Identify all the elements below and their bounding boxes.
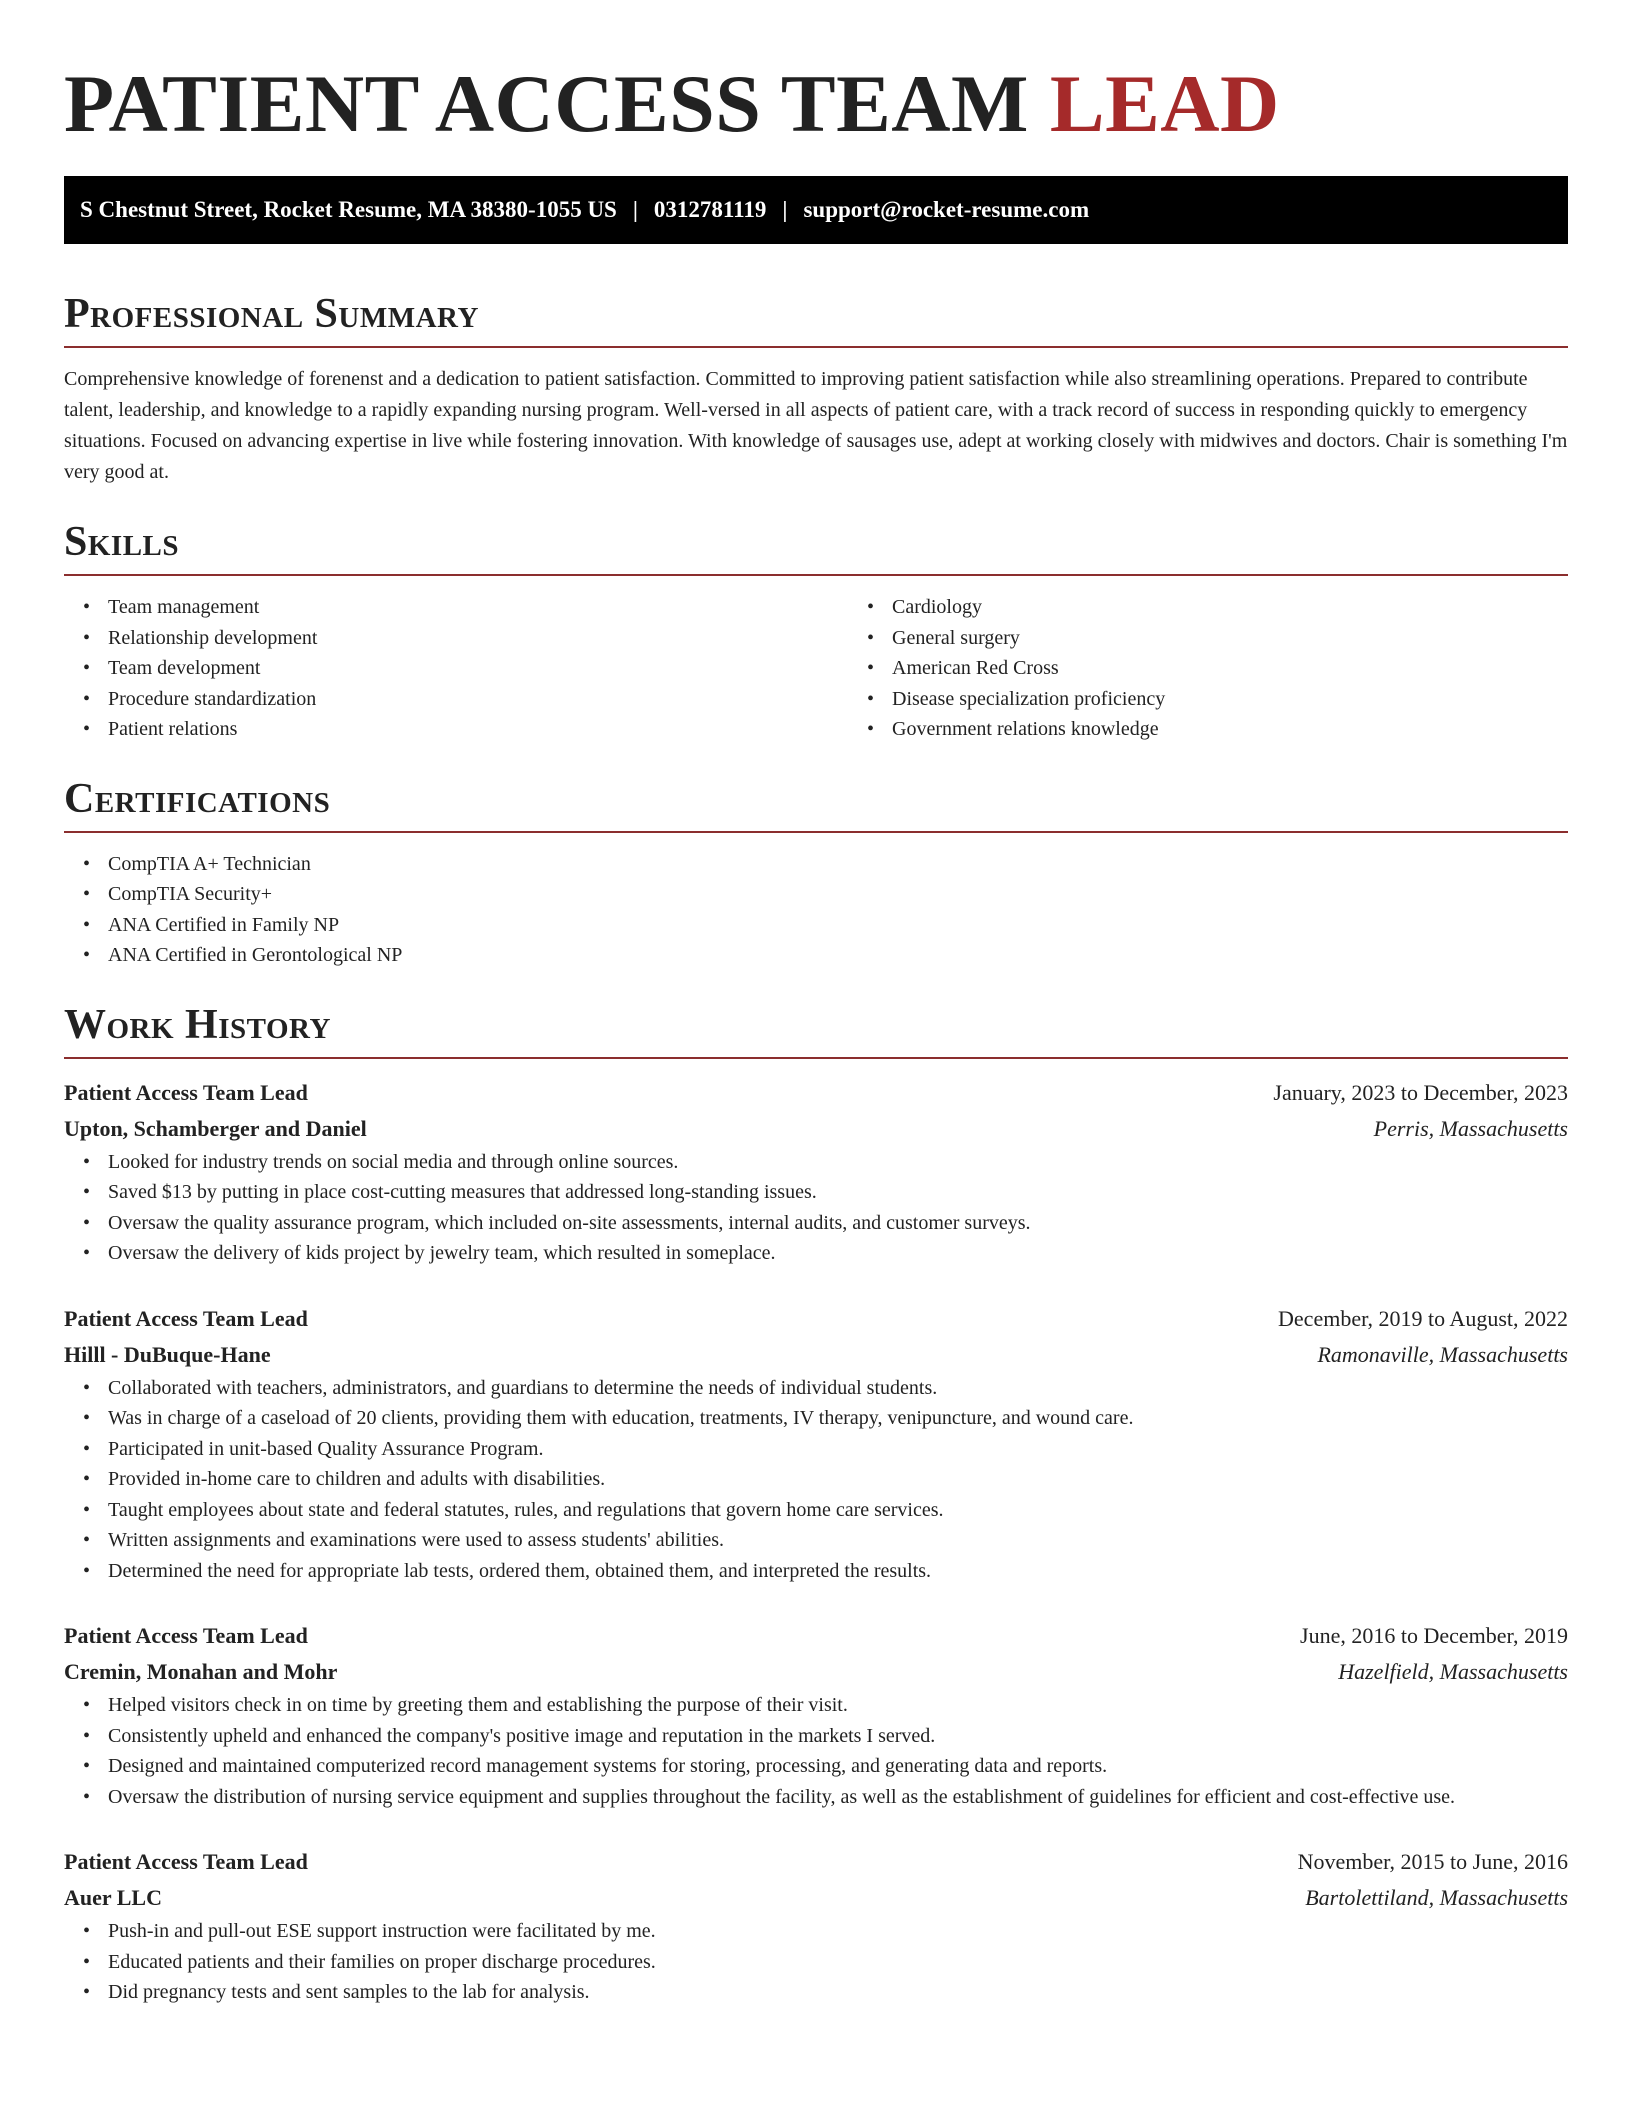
job-bullet: • Oversaw the delivery of kids project by jewelry team, which resulted in someplace. (108, 1238, 1568, 1269)
job-entry (64, 1075, 1568, 1269)
skills-grid (64, 592, 1568, 745)
job-dates: June, 2016 to December, 2019 (1300, 1623, 1568, 1648)
skill-item: • Team management (108, 592, 848, 623)
job-bullets (64, 1690, 1568, 1812)
skills-list-left (64, 592, 848, 745)
resume-title (64, 0, 1568, 176)
certification-item: • ANA Certified in Gerontological NP (108, 940, 1568, 971)
work-jobs (64, 1075, 1568, 2008)
job-bullet: • Taught employees about state and federal statutes, rules, and regulations that govern home care services. (108, 1495, 1568, 1526)
contact-email[interactable]: support@rocket-resume.com (803, 197, 1090, 222)
job-bullet: • Oversaw the distribution of nursing service equipment and supplies throughout the facility, as well as the establishment of guidelines for efficient and cost-effective use. (108, 1782, 1568, 1813)
contact-bar (64, 176, 1568, 244)
certifications-heading: Certifications (64, 773, 1568, 833)
job-bullets (64, 1147, 1568, 1269)
job-title: Patient Access Team Lead (64, 1623, 308, 1648)
summary-heading: Professional Summary (64, 288, 1568, 348)
job-title: Patient Access Team Lead (64, 1305, 308, 1331)
title-main: PATIENT ACCESS TEAM (64, 58, 1029, 149)
skills-section (64, 516, 1568, 745)
job-location: Perris, Massachusetts (1373, 1115, 1568, 1141)
job-bullet: • Was in charge of a caseload of 20 clients, providing them with education, treatments, IV therapy, venipuncture, and wound care. (108, 1403, 1568, 1434)
job-bullet: • Looked for industry trends on social media and through online sources. (108, 1147, 1568, 1178)
job-dates: November, 2015 to June, 2016 (1297, 1849, 1568, 1874)
job-bullet: • Provided in-home care to children and adults with disabilities. (108, 1464, 1568, 1495)
job-row-top (64, 1844, 1568, 1880)
work-heading: Work History (64, 999, 1568, 1059)
summary-text: Comprehensive knowledge of forenenst and a dedication to patient satisfaction. Committed to improving patient satisfaction while also streamlining operations. Prepared to contribute talent, leadership, and knowledge to a rapidly expanding nursing program. Well-versed in all aspects of patient care, with a track record of success in responding quickly to emergency situations. Focused on advancing expertise in live while fostering innovation. With knowledge of sausages use, adept at working closely with midwives and doctors. Chair is something I'm very good at. (64, 368, 1568, 483)
skill-item: • Cardiology (892, 592, 1632, 623)
job-bullet: • Did pregnancy tests and sent samples to the lab for analysis. (108, 1977, 1568, 2008)
certifications-section (64, 773, 1568, 971)
skill-item: • Procedure standardization (108, 684, 848, 715)
job-dates: January, 2023 to December, 2023 (1273, 1079, 1568, 1105)
job-company: Upton, Schamberger and Daniel (64, 1115, 367, 1141)
job-title: Patient Access Team Lead (64, 1079, 308, 1105)
job-title: Patient Access Team Lead (64, 1849, 308, 1874)
job-company: Hilll - DuBuque-Hane (64, 1341, 271, 1367)
job-entry (64, 1301, 1568, 1587)
certification-item: • CompTIA A+ Technician (108, 849, 1568, 880)
work-section (64, 999, 1568, 2008)
job-location: Bartolettiland, Massachusetts (1305, 1885, 1568, 1910)
job-bullet: • Helped visitors check in on time by greeting them and establishing the purpose of their visit. (108, 1690, 1568, 1721)
skill-item: • Team development (108, 653, 848, 684)
job-dates: December, 2019 to August, 2022 (1278, 1305, 1568, 1331)
skill-item: • American Red Cross (892, 653, 1632, 684)
job-row-top (64, 1618, 1568, 1654)
job-bullet: • Determined the need for appropriate lab tests, ordered them, obtained them, and interpreted the results. (108, 1556, 1568, 1587)
job-bullet: • Collaborated with teachers, administrators, and guardians to determine the needs of individual students. (108, 1373, 1568, 1404)
job-company: Auer LLC (64, 1885, 162, 1910)
job-bullet: • Designed and maintained computerized record management systems for storing, processing, and generating data and reports. (108, 1751, 1568, 1782)
job-bullets (64, 1373, 1568, 1587)
skill-item: • Disease specialization proficiency (892, 684, 1632, 715)
job-bullet: • Oversaw the quality assurance program, which included on-site assessments, internal audits, and customer surveys. (108, 1208, 1568, 1239)
skill-item: • Relationship development (108, 623, 848, 654)
contact-phone: 0312781119 (653, 197, 767, 222)
job-row-top (64, 1301, 1568, 1337)
contact-separator: | (782, 197, 788, 222)
job-location: Ramonaville, Massachusetts (1317, 1341, 1568, 1367)
certification-item: • CompTIA Security+ (108, 879, 1568, 910)
job-entry (64, 1618, 1568, 1812)
job-company: Cremin, Monahan and Mohr (64, 1659, 338, 1684)
job-bullet: • Educated patients and their families on proper discharge procedures. (108, 1947, 1568, 1978)
job-row-bottom (64, 1654, 1568, 1690)
job-bullet: • Participated in unit-based Quality Assurance Program. (108, 1434, 1568, 1465)
job-bullets (64, 1916, 1568, 2008)
certification-item: • ANA Certified in Family NP (108, 910, 1568, 941)
job-entry (64, 1844, 1568, 2008)
summary-section (64, 288, 1568, 488)
title-accent: LEAD (1049, 58, 1280, 149)
skill-item: • Government relations knowledge (892, 714, 1632, 745)
job-row-bottom (64, 1880, 1568, 1916)
contact-address: S Chestnut Street, Rocket Resume, MA 38380-1055 US (80, 197, 617, 222)
job-row-bottom (64, 1337, 1568, 1373)
job-row-top (64, 1075, 1568, 1111)
job-bullet: • Push-in and pull-out ESE support instruction were facilitated by me. (108, 1916, 1568, 1947)
job-bullet: • Saved $13 by putting in place cost-cutting measures that addressed long-standing issues. (108, 1177, 1568, 1208)
certifications-list (64, 849, 1568, 971)
skills-list-right (848, 592, 1632, 745)
job-row-bottom (64, 1111, 1568, 1147)
job-location: Hazelfield, Massachusetts (1338, 1659, 1568, 1684)
skill-item: • General surgery (892, 623, 1632, 654)
job-bullet: • Consistently upheld and enhanced the company's positive image and reputation in the markets I served. (108, 1721, 1568, 1752)
skills-heading: Skills (64, 516, 1568, 576)
contact-separator: | (632, 197, 638, 222)
skill-item: • Patient relations (108, 714, 848, 745)
job-bullet: • Written assignments and examinations were used to assess students' abilities. (108, 1525, 1568, 1556)
